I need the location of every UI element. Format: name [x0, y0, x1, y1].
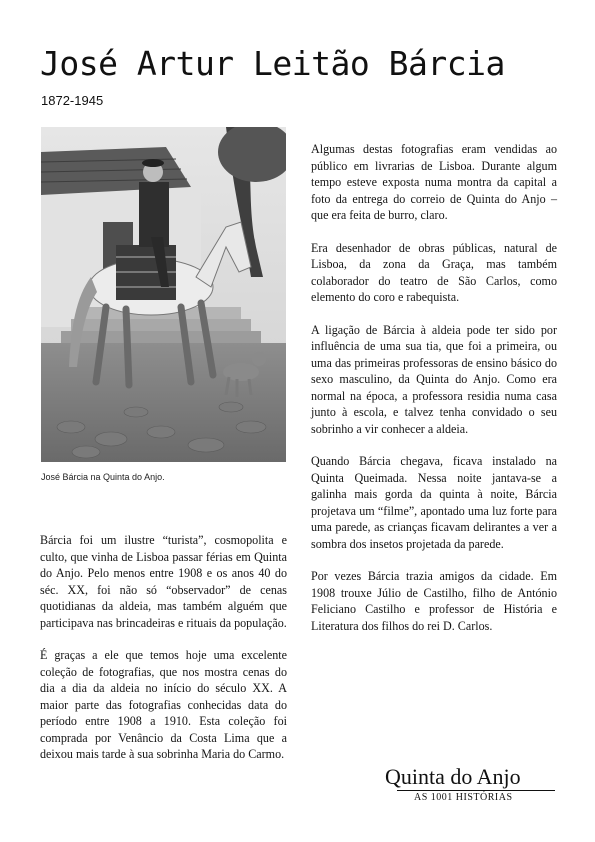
- paragraph: É graças a ele que temos hoje uma excelente coleção de fotografias, que nos mostra cenas do dia a dia da aldeia no início do século XX. A maior parte das fotografias conhecidas data do período entre 1908 a 1910. Esta coleção foi comprada por Venâncio da Costa Lima que a deixou mais tarde à sua sobrinha Maria do Carmo.: [40, 648, 287, 761]
- page-title: José Artur Leitão Bárcia: [40, 44, 505, 83]
- paragraph: Bárcia foi um ilustre “turista”, cosmopolita e culto, que vinha de Lisboa passar férias em Quinta do Anjo. Pelo menos entre 1908 e os anos 40 do séc. XX, foi não só “observador” de cenas quotidianas da aldeia, mas também alguém que participava nas brincadeiras e rituais da população.: [40, 533, 287, 630]
- life-years: 1872-1945: [41, 93, 104, 108]
- paragraph: Era desenhador de obras públicas, natural de Lisboa, da zona da Graça, mas também colaborador do teatro de São Carlos, como elemento do coro e rabequista.: [311, 240, 557, 304]
- photo-caption: José Bárcia na Quinta do Anjo.: [41, 472, 165, 482]
- quinta-do-anjo-logo: [385, 765, 555, 803]
- paragraph: Algumas destas fotografias eram vendidas ao público em livrarias de Lisboa. Durante algum tempo esteve exposta numa montra da capital a foto da entrega do correio de Quinta do Anjo – que era feita de burro, claro.: [311, 142, 557, 222]
- right-column: [311, 141, 557, 650]
- left-column: [40, 532, 287, 779]
- paragraph: Quando Bárcia chegava, ficava instalado na Quinta Queimada. Nessa noite jantava-se a galinha mais gorda da quinta à noite, Bárcia projetava um “filme”, apontado uma luz forte para uma parede, as crianças ficavam delirantes a ver a sombra dos insetos projetada da parede.: [311, 454, 557, 551]
- logo-title: Quinta do Anjo: [385, 764, 521, 789]
- paragraph: A ligação de Bárcia à aldeia pode ter sido por influência de uma sua tia, que foi a primeira, ou uma das primeiras professoras de ensino básico do sexo masculino, da Quinta do Anjo. Como era normal na época, a professora residia numa casa junto à escola, e talvez tenha convidado o seu sobrinho a vir conhecer a aldeia.: [311, 322, 557, 436]
- paragraph: Por vezes Bárcia trazia amigos da cidade. Em 1908 trouxe Júlio de Castilho, filho de António Feliciano Castilho e professor de História e Literatura dos filhos do rei D. Carlos.: [311, 569, 557, 633]
- historical-photo: [41, 127, 286, 462]
- logo-subtitle: AS 1001 HISTÓRIAS: [414, 792, 513, 803]
- rider-on-horse-image: [41, 127, 286, 462]
- logo-divider: [397, 790, 555, 791]
